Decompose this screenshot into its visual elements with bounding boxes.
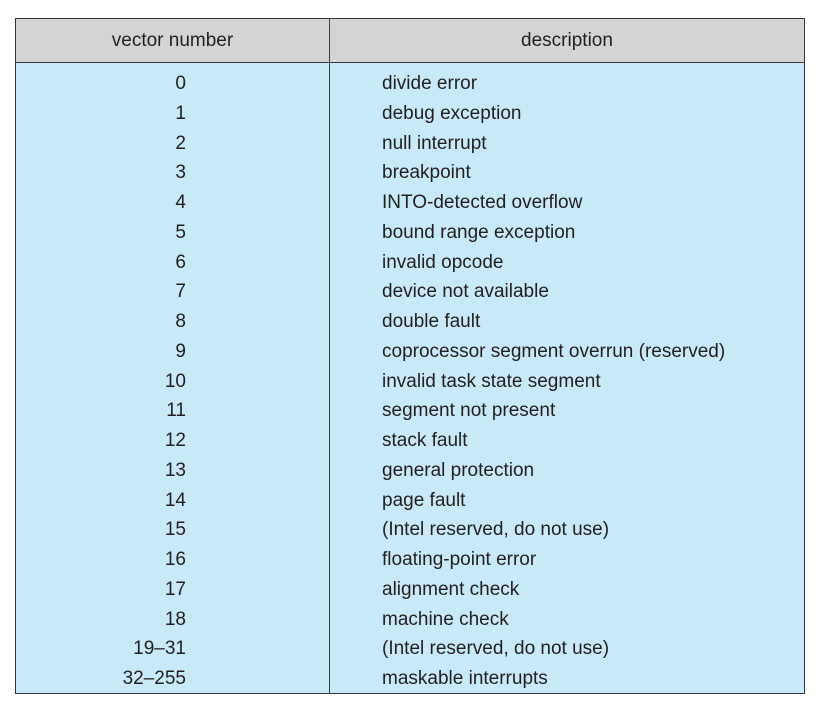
vector-number-cell: 6 xyxy=(175,251,186,273)
description-cell: general protection xyxy=(382,459,535,481)
vector-number-cell: 2 xyxy=(175,132,186,154)
table-row xyxy=(16,605,804,635)
table-row xyxy=(16,277,804,307)
table-row xyxy=(16,575,804,605)
vector-number-cell: 17 xyxy=(164,578,186,600)
description-cell: stack fault xyxy=(382,430,468,451)
table-row xyxy=(16,99,804,129)
description-cell: invalid task state segment xyxy=(382,370,601,392)
vector-number-cell: 14 xyxy=(164,489,186,511)
vector-number-cell: 18 xyxy=(164,608,186,630)
description-cell: device not available xyxy=(382,281,549,303)
table-row xyxy=(16,664,804,694)
description-cell: bound range exception xyxy=(382,221,576,243)
description-cell: debug exception xyxy=(382,102,522,124)
vector-number-cell: 19–31 xyxy=(133,638,186,660)
vector-number-cell: 1 xyxy=(175,102,186,124)
vector-number-cell: 8 xyxy=(175,311,186,332)
column-header-description: description xyxy=(521,30,613,51)
description-cell: invalid opcode xyxy=(382,251,504,273)
table-row xyxy=(16,486,804,516)
description-cell: page fault xyxy=(382,489,466,511)
table-row xyxy=(16,456,804,486)
column-header-vector-number: vector number xyxy=(111,30,234,51)
description-cell: null interrupt xyxy=(382,132,487,154)
vector-number-cell: 3 xyxy=(175,162,186,184)
vector-number-cell: 10 xyxy=(164,370,186,392)
table-header xyxy=(16,19,804,63)
table-row xyxy=(16,634,804,664)
description-cell: (Intel reserved, do not use) xyxy=(382,638,610,660)
table-row xyxy=(16,158,804,188)
table-row xyxy=(16,396,804,426)
description-cell: coprocessor segment overrun (reserved) xyxy=(382,340,726,362)
vector-number-cell: 12 xyxy=(164,430,186,451)
vector-number-cell: 15 xyxy=(164,519,186,541)
vector-number-cell: 4 xyxy=(175,192,186,213)
vector-number-cell: 7 xyxy=(175,281,186,303)
table-row xyxy=(16,188,804,218)
description-cell: segment not present xyxy=(382,400,556,422)
table-body xyxy=(16,63,804,693)
vector-number-cell: 11 xyxy=(166,400,186,422)
table-row xyxy=(16,218,804,248)
table-row xyxy=(16,367,804,397)
vector-number-cell: 13 xyxy=(164,459,186,481)
description-cell: divide error xyxy=(382,73,478,94)
header-column-divider xyxy=(329,19,330,63)
vector-number-cell: 0 xyxy=(175,73,186,94)
table-row xyxy=(16,69,804,99)
interrupt-vector-table xyxy=(15,18,805,694)
description-cell: floating-point error xyxy=(382,549,537,570)
table-row xyxy=(16,426,804,456)
table-row xyxy=(16,545,804,575)
description-cell: maskable interrupts xyxy=(382,668,548,689)
description-cell: INTO-detected overflow xyxy=(382,192,583,213)
table-row xyxy=(16,515,804,545)
table-row xyxy=(16,248,804,278)
description-cell: double fault xyxy=(382,311,481,332)
description-cell: alignment check xyxy=(382,578,520,600)
table-rows xyxy=(16,69,804,694)
vector-number-cell: 16 xyxy=(164,549,186,570)
table-row xyxy=(16,307,804,337)
table-row xyxy=(16,337,804,367)
description-cell: breakpoint xyxy=(382,162,471,184)
description-cell: machine check xyxy=(382,608,509,630)
table-row xyxy=(16,129,804,159)
vector-number-cell: 32–255 xyxy=(122,668,186,689)
vector-number-cell: 5 xyxy=(175,221,186,243)
vector-number-cell: 9 xyxy=(175,340,186,362)
description-cell: (Intel reserved, do not use) xyxy=(382,519,610,541)
